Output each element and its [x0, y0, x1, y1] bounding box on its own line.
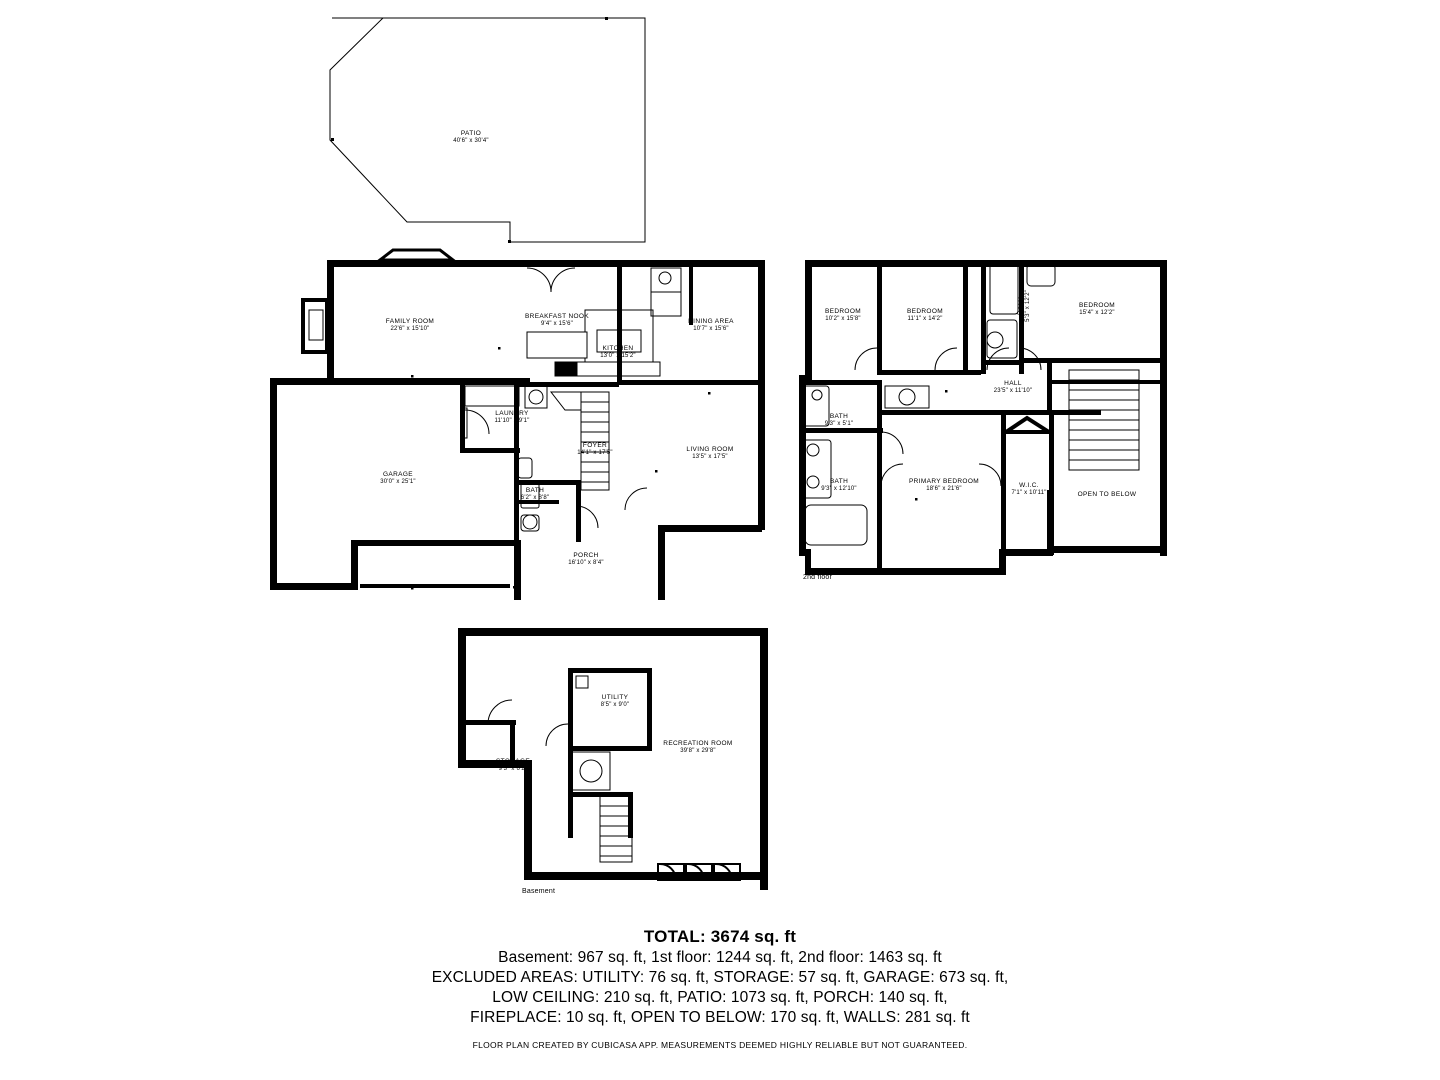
room-label-porch: PORCH 16'10" x 8'4": [568, 552, 604, 567]
room-label-laundry: LAUNDRY 11'10" x 9'1": [494, 410, 530, 425]
room-label-bath-1st: BATH 6'2" x 8'8": [520, 487, 550, 502]
room-label-bath-primary: BATH 9'3" x 12'10": [821, 478, 857, 493]
credit-line: FLOOR PLAN CREATED BY CUBICASA APP. MEASUREMENTS DEEMED HIGHLY RELIABLE BUT NOT GUARANTEED.: [472, 1040, 968, 1050]
area-line-excluded-1: EXCLUDED AREAS: UTILITY: 76 sq. ft, STORAGE: 57 sq. ft, GARAGE: 673 sq. ft,: [431, 969, 1009, 986]
room-label-patio: PATIO 40'6" x 30'4": [453, 130, 489, 145]
area-line-excluded-2: LOW CEILING: 210 sq. ft, PATIO: 1073 sq. ft, PORCH: 140 sq. ft,: [492, 989, 948, 1006]
room-label-wic: W.I.C. 7'1" x 10'11": [1011, 482, 1047, 497]
room-label-dining-area: DINING AREA 10'7" x 15'6": [688, 318, 734, 333]
room-label-recreation-room: RECREATION ROOM 39'8" x 29'8": [663, 740, 733, 755]
room-label-hall: HALL 23'5" x 11'10": [993, 380, 1033, 395]
room-label-living-room: LIVING ROOM 13'5" x 17'5": [686, 446, 734, 461]
room-label-bath-upper: BATH 5'3" x 12'2": [1017, 289, 1032, 322]
room-label-bedroom-2: BEDROOM 11'1" x 14'2": [906, 308, 944, 323]
room-label-kitchen: KITCHEN 13'0" x 15'2": [600, 345, 636, 360]
room-label-family-room: FAMILY ROOM 22'6" x 15'10": [385, 318, 435, 333]
room-label-open-to-below: OPEN TO BELOW: [1077, 491, 1137, 498]
room-label-bedroom-1: BEDROOM 10'2" x 15'8": [824, 308, 862, 323]
room-label-bath-hall: BATH 9'3" x 5'1": [824, 413, 854, 428]
floor-tag-2nd: 2nd floor: [803, 574, 833, 581]
room-label-breakfast-nook: BREAKFAST NOOK 9'4" x 15'6": [524, 313, 590, 328]
total-area: TOTAL: 3674 sq. ft: [643, 927, 797, 946]
area-line-excluded-3: FIREPLACE: 10 sq. ft, OPEN TO BELOW: 170 sq. ft, WALLS: 281 sq. ft: [470, 1009, 970, 1026]
first-floor-plan: [265, 10, 785, 600]
room-label-primary-bedroom: PRIMARY BEDROOM 18'6" x 21'6": [908, 478, 980, 493]
area-summary: [0, 927, 1440, 1050]
floor-tag-basement: Basement: [522, 888, 556, 895]
floor-tag-1st: 1st floor: [274, 584, 301, 591]
second-floor-plan: [795, 250, 1185, 590]
room-label-storage: STORAGE 9'3" x 6'2": [495, 758, 531, 773]
room-label-foyer: FOYER 14'1" x 17'5": [577, 442, 613, 457]
basement-plan: [450, 620, 790, 905]
first-floor-drawing: [265, 10, 785, 600]
area-line-floors: Basement: 967 sq. ft, 1st floor: 1244 sq. ft, 2nd floor: 1463 sq. ft: [498, 949, 942, 966]
room-label-utility: UTILITY 8'5" x 9'0": [600, 694, 630, 709]
room-label-bedroom-3: BEDROOM 15'4" x 12'2": [1078, 302, 1116, 317]
room-label-garage: GARAGE 30'0" x 25'1": [380, 471, 416, 486]
